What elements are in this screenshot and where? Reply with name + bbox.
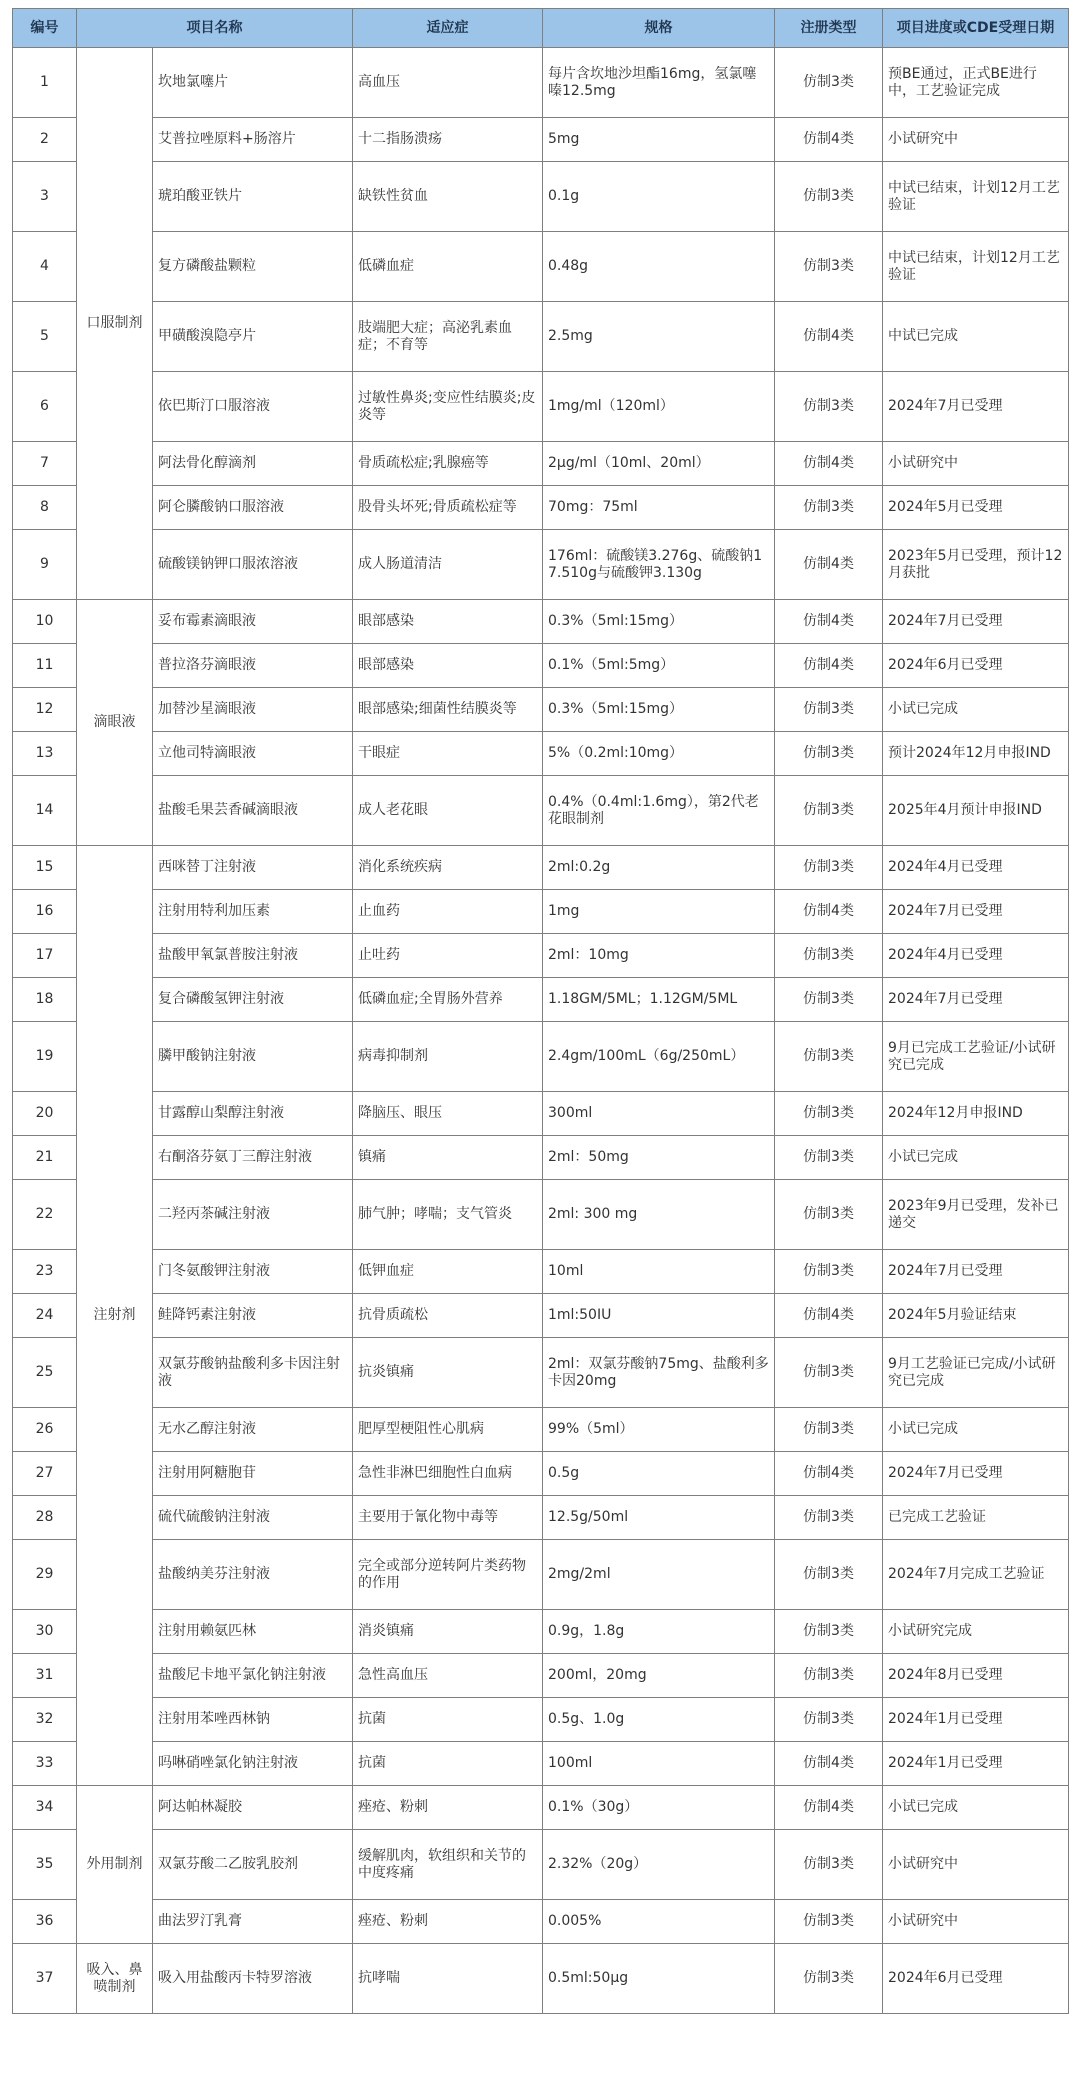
row-number: 14 — [13, 776, 77, 846]
specification: 0.3%（5ml:15mg） — [543, 600, 775, 644]
indication: 抗炎镇痛 — [353, 1338, 543, 1408]
indication: 消化系统疾病 — [353, 846, 543, 890]
progress: 2024年7月已受理 — [883, 1452, 1069, 1496]
project-name: 无水乙醇注射液 — [153, 1408, 353, 1452]
specification: 200ml，20mg — [543, 1654, 775, 1698]
indication: 股骨头坏死;骨质疏松症等 — [353, 486, 543, 530]
row-number: 20 — [13, 1092, 77, 1136]
row-number: 17 — [13, 934, 77, 978]
indication: 主要用于氰化物中毒等 — [353, 1496, 543, 1540]
project-name: 门冬氨酸钾注射液 — [153, 1250, 353, 1294]
category-cell: 口服制剂 — [77, 48, 153, 600]
project-name: 吸入用盐酸丙卡特罗溶液 — [153, 1944, 353, 2014]
row-number: 33 — [13, 1742, 77, 1786]
project-name: 鲑降钙素注射液 — [153, 1294, 353, 1338]
project-name: 盐酸毛果芸香碱滴眼液 — [153, 776, 353, 846]
row-number: 10 — [13, 600, 77, 644]
specification: 2ml：10mg — [543, 934, 775, 978]
progress: 2023年9月已受理，发补已递交 — [883, 1180, 1069, 1250]
registration-type: 仿制3类 — [775, 1136, 883, 1180]
registration-type: 仿制4类 — [775, 1742, 883, 1786]
project-name: 琥珀酸亚铁片 — [153, 162, 353, 232]
row-number: 11 — [13, 644, 77, 688]
table-row — [13, 1452, 1069, 1496]
row-number: 16 — [13, 890, 77, 934]
registration-type: 仿制4类 — [775, 442, 883, 486]
category-cell: 注射剂 — [77, 846, 153, 1786]
specification: 0.1%（30g） — [543, 1786, 775, 1830]
project-name: 甲磺酸溴隐亭片 — [153, 302, 353, 372]
specification: 1.18GM/5ML；1.12GM/5ML — [543, 978, 775, 1022]
indication: 抗哮喘 — [353, 1944, 543, 2014]
project-name: 右酮洛芬氨丁三醇注射液 — [153, 1136, 353, 1180]
table-row — [13, 890, 1069, 934]
row-number: 30 — [13, 1610, 77, 1654]
progress: 小试已完成 — [883, 688, 1069, 732]
progress: 小试研究中 — [883, 1900, 1069, 1944]
row-number: 34 — [13, 1786, 77, 1830]
registration-type: 仿制3类 — [775, 1408, 883, 1452]
table-row — [13, 372, 1069, 442]
specification: 176ml：硫酸镁3.276g、硫酸钠17.510g与硫酸钾3.130g — [543, 530, 775, 600]
progress: 9月已完成工艺验证/小试研究已完成 — [883, 1022, 1069, 1092]
project-name: 依巴斯汀口服溶液 — [153, 372, 353, 442]
registration-type: 仿制3类 — [775, 48, 883, 118]
specification: 1mg/ml（120ml） — [543, 372, 775, 442]
indication: 成人老花眼 — [353, 776, 543, 846]
indication: 痤疮、粉刺 — [353, 1900, 543, 1944]
table-row — [13, 644, 1069, 688]
progress: 2024年7月已受理 — [883, 372, 1069, 442]
specification: 2ml：50mg — [543, 1136, 775, 1180]
specification: 0.4%（0.4ml:1.6mg），第2代老花眼制剂 — [543, 776, 775, 846]
progress: 已完成工艺验证 — [883, 1496, 1069, 1540]
indication: 病毒抑制剂 — [353, 1022, 543, 1092]
row-number: 15 — [13, 846, 77, 890]
registration-type: 仿制3类 — [775, 1698, 883, 1742]
progress: 2024年7月已受理 — [883, 978, 1069, 1022]
row-number: 29 — [13, 1540, 77, 1610]
table-body — [13, 48, 1069, 2014]
progress: 2024年4月已受理 — [883, 934, 1069, 978]
indication: 十二指肠溃疡 — [353, 118, 543, 162]
table-row — [13, 530, 1069, 600]
table-row — [13, 48, 1069, 118]
progress: 2024年4月已受理 — [883, 846, 1069, 890]
specification: 5mg — [543, 118, 775, 162]
progress: 小试研究中 — [883, 1830, 1069, 1900]
specification: 0.005% — [543, 1900, 775, 1944]
registration-type: 仿制3类 — [775, 1092, 883, 1136]
progress: 2024年12月申报IND — [883, 1092, 1069, 1136]
specification: 12.5g/50ml — [543, 1496, 775, 1540]
specification: 10ml — [543, 1250, 775, 1294]
specification: 2.32%（20g） — [543, 1830, 775, 1900]
progress: 2024年7月已受理 — [883, 600, 1069, 644]
row-number: 26 — [13, 1408, 77, 1452]
header-project-name: 项目名称 — [77, 9, 353, 48]
registration-type: 仿制3类 — [775, 978, 883, 1022]
project-name: 注射用苯唑西林钠 — [153, 1698, 353, 1742]
indication: 肺气肿；哮喘；支气管炎 — [353, 1180, 543, 1250]
registration-type: 仿制3类 — [775, 1900, 883, 1944]
table-row — [13, 1136, 1069, 1180]
registration-type: 仿制3类 — [775, 846, 883, 890]
row-number: 18 — [13, 978, 77, 1022]
indication: 低磷血症;全胃肠外营养 — [353, 978, 543, 1022]
specification: 2ml：双氯芬酸钠75mg、盐酸利多卡因20mg — [543, 1338, 775, 1408]
pipeline-table — [12, 8, 1069, 2014]
specification: 0.1g — [543, 162, 775, 232]
project-name: 注射用特利加压素 — [153, 890, 353, 934]
indication: 抗菌 — [353, 1742, 543, 1786]
registration-type: 仿制3类 — [775, 1180, 883, 1250]
specification: 99%（5ml） — [543, 1408, 775, 1452]
registration-type: 仿制3类 — [775, 486, 883, 530]
project-name: 盐酸甲氧氯普胺注射液 — [153, 934, 353, 978]
table-row — [13, 1830, 1069, 1900]
indication: 肢端肥大症；高泌乳素血症；不育等 — [353, 302, 543, 372]
table-row — [13, 302, 1069, 372]
table-row — [13, 934, 1069, 978]
row-number: 9 — [13, 530, 77, 600]
progress: 小试已完成 — [883, 1408, 1069, 1452]
specification: 2mg/2ml — [543, 1540, 775, 1610]
registration-type: 仿制4类 — [775, 1452, 883, 1496]
header-indication: 适应症 — [353, 9, 543, 48]
registration-type: 仿制4类 — [775, 644, 883, 688]
table-row — [13, 1294, 1069, 1338]
table-row — [13, 1540, 1069, 1610]
project-name: 立他司特滴眼液 — [153, 732, 353, 776]
table-row — [13, 978, 1069, 1022]
project-name: 注射用赖氨匹林 — [153, 1610, 353, 1654]
indication: 痤疮、粉刺 — [353, 1786, 543, 1830]
progress: 2025年4月预计申报IND — [883, 776, 1069, 846]
row-number: 4 — [13, 232, 77, 302]
progress: 小试已完成 — [883, 1786, 1069, 1830]
specification: 0.5g、1.0g — [543, 1698, 775, 1742]
indication: 止吐药 — [353, 934, 543, 978]
header-spec: 规格 — [543, 9, 775, 48]
table-row — [13, 1698, 1069, 1742]
indication: 镇痛 — [353, 1136, 543, 1180]
indication: 成人肠道清洁 — [353, 530, 543, 600]
project-name: 坎地氯噻片 — [153, 48, 353, 118]
row-number: 21 — [13, 1136, 77, 1180]
indication: 眼部感染 — [353, 644, 543, 688]
specification: 0.48g — [543, 232, 775, 302]
category-cell: 吸入、鼻喷制剂 — [77, 1944, 153, 2014]
registration-type: 仿制3类 — [775, 776, 883, 846]
category-cell: 滴眼液 — [77, 600, 153, 846]
table-row — [13, 1092, 1069, 1136]
row-number: 7 — [13, 442, 77, 486]
project-name: 复方磷酸盐颗粒 — [153, 232, 353, 302]
registration-type: 仿制3类 — [775, 732, 883, 776]
progress: 预BE通过，正式BE进行中，工艺验证完成 — [883, 48, 1069, 118]
table-row — [13, 486, 1069, 530]
specification: 2ml:0.2g — [543, 846, 775, 890]
row-number: 36 — [13, 1900, 77, 1944]
row-number: 22 — [13, 1180, 77, 1250]
row-number: 37 — [13, 1944, 77, 2014]
table-row — [13, 1496, 1069, 1540]
row-number: 1 — [13, 48, 77, 118]
project-name: 曲法罗汀乳膏 — [153, 1900, 353, 1944]
specification: 100ml — [543, 1742, 775, 1786]
progress: 中试已结束，计划12月工艺验证 — [883, 232, 1069, 302]
row-number: 5 — [13, 302, 77, 372]
table-row — [13, 442, 1069, 486]
indication: 缓解肌肉，软组织和关节的中度疼痛 — [353, 1830, 543, 1900]
indication: 眼部感染;细菌性结膜炎等 — [353, 688, 543, 732]
registration-type: 仿制3类 — [775, 1654, 883, 1698]
specification: 0.5ml:50μg — [543, 1944, 775, 2014]
table-row — [13, 688, 1069, 732]
project-name: 艾普拉唑原料+肠溶片 — [153, 118, 353, 162]
registration-type: 仿制3类 — [775, 1540, 883, 1610]
indication: 降脑压、眼压 — [353, 1092, 543, 1136]
specification: 0.3%（5ml:15mg） — [543, 688, 775, 732]
progress: 2023年5月已受理，预计12月获批 — [883, 530, 1069, 600]
progress: 2024年1月已受理 — [883, 1742, 1069, 1786]
specification: 0.9g，1.8g — [543, 1610, 775, 1654]
progress: 小试研究中 — [883, 442, 1069, 486]
table-row — [13, 162, 1069, 232]
specification: 0.5g — [543, 1452, 775, 1496]
specification: 70mg：75ml — [543, 486, 775, 530]
project-name: 盐酸纳美芬注射液 — [153, 1540, 353, 1610]
specification: 每片含坎地沙坦酯16mg，氢氯噻嗪12.5mg — [543, 48, 775, 118]
table-row — [13, 232, 1069, 302]
table-row — [13, 846, 1069, 890]
specification: 5%（0.2ml:10mg） — [543, 732, 775, 776]
category-cell: 外用制剂 — [77, 1786, 153, 1944]
table-row — [13, 1742, 1069, 1786]
indication: 急性非淋巴细胞性白血病 — [353, 1452, 543, 1496]
indication: 抗骨质疏松 — [353, 1294, 543, 1338]
project-name: 阿仑膦酸钠口服溶液 — [153, 486, 353, 530]
specification: 1mg — [543, 890, 775, 934]
indication: 眼部感染 — [353, 600, 543, 644]
table-row — [13, 1610, 1069, 1654]
progress: 中试已结束，计划12月工艺验证 — [883, 162, 1069, 232]
row-number: 8 — [13, 486, 77, 530]
row-number: 27 — [13, 1452, 77, 1496]
progress: 2024年7月已受理 — [883, 890, 1069, 934]
specification: 2ml: 300 mg — [543, 1180, 775, 1250]
registration-type: 仿制3类 — [775, 162, 883, 232]
project-name: 加替沙星滴眼液 — [153, 688, 353, 732]
project-name: 盐酸尼卡地平氯化钠注射液 — [153, 1654, 353, 1698]
registration-type: 仿制3类 — [775, 1496, 883, 1540]
progress: 小试已完成 — [883, 1136, 1069, 1180]
indication: 过敏性鼻炎;变应性结膜炎;皮炎等 — [353, 372, 543, 442]
progress: 2024年5月验证结束 — [883, 1294, 1069, 1338]
row-number: 28 — [13, 1496, 77, 1540]
indication: 抗菌 — [353, 1698, 543, 1742]
registration-type: 仿制4类 — [775, 118, 883, 162]
registration-type: 仿制4类 — [775, 1786, 883, 1830]
registration-type: 仿制4类 — [775, 890, 883, 934]
indication: 低磷血症 — [353, 232, 543, 302]
table-row — [13, 1180, 1069, 1250]
registration-type: 仿制3类 — [775, 232, 883, 302]
row-number: 13 — [13, 732, 77, 776]
progress: 预计2024年12月申报IND — [883, 732, 1069, 776]
indication: 低钾血症 — [353, 1250, 543, 1294]
progress: 小试研究中 — [883, 118, 1069, 162]
table-row — [13, 1250, 1069, 1294]
table-row — [13, 1900, 1069, 1944]
specification: 2.5mg — [543, 302, 775, 372]
indication: 缺铁性贫血 — [353, 162, 543, 232]
progress: 2024年7月已受理 — [883, 1250, 1069, 1294]
project-name: 阿达帕林凝胶 — [153, 1786, 353, 1830]
table-row — [13, 1944, 1069, 2014]
project-name: 硫代硫酸钠注射液 — [153, 1496, 353, 1540]
progress: 2024年7月完成工艺验证 — [883, 1540, 1069, 1610]
row-number: 35 — [13, 1830, 77, 1900]
table-row — [13, 732, 1069, 776]
header-row — [13, 9, 1069, 48]
registration-type: 仿制3类 — [775, 1944, 883, 2014]
project-name: 双氯芬酸二乙胺乳胶剂 — [153, 1830, 353, 1900]
progress: 2024年5月已受理 — [883, 486, 1069, 530]
indication: 急性高血压 — [353, 1654, 543, 1698]
registration-type: 仿制3类 — [775, 688, 883, 732]
header-progress: 项目进度或CDE受理日期 — [883, 9, 1069, 48]
row-number: 32 — [13, 1698, 77, 1742]
indication: 完全或部分逆转阿片类药物的作用 — [353, 1540, 543, 1610]
registration-type: 仿制3类 — [775, 1338, 883, 1408]
header-registration-type: 注册类型 — [775, 9, 883, 48]
registration-type: 仿制4类 — [775, 302, 883, 372]
table-row — [13, 118, 1069, 162]
row-number: 31 — [13, 1654, 77, 1698]
specification: 1ml:50IU — [543, 1294, 775, 1338]
row-number: 23 — [13, 1250, 77, 1294]
project-name: 妥布霉素滴眼液 — [153, 600, 353, 644]
indication: 消炎镇痛 — [353, 1610, 543, 1654]
progress: 2024年8月已受理 — [883, 1654, 1069, 1698]
project-name: 注射用阿糖胞苷 — [153, 1452, 353, 1496]
progress: 小试研究完成 — [883, 1610, 1069, 1654]
project-name: 双氯芬酸钠盐酸利多卡因注射液 — [153, 1338, 353, 1408]
project-name: 西咪替丁注射液 — [153, 846, 353, 890]
registration-type: 仿制4类 — [775, 600, 883, 644]
project-name: 阿法骨化醇滴剂 — [153, 442, 353, 486]
row-number: 2 — [13, 118, 77, 162]
registration-type: 仿制4类 — [775, 530, 883, 600]
registration-type: 仿制4类 — [775, 1294, 883, 1338]
table-row — [13, 1338, 1069, 1408]
table-row — [13, 1654, 1069, 1698]
registration-type: 仿制3类 — [775, 372, 883, 442]
registration-type: 仿制3类 — [775, 934, 883, 978]
table-row — [13, 600, 1069, 644]
project-name: 膦甲酸钠注射液 — [153, 1022, 353, 1092]
registration-type: 仿制3类 — [775, 1022, 883, 1092]
project-name: 复合磷酸氢钾注射液 — [153, 978, 353, 1022]
progress: 2024年6月已受理 — [883, 644, 1069, 688]
indication: 高血压 — [353, 48, 543, 118]
project-name: 普拉洛芬滴眼液 — [153, 644, 353, 688]
registration-type: 仿制3类 — [775, 1610, 883, 1654]
table-row — [13, 776, 1069, 846]
specification: 0.1%（5ml:5mg） — [543, 644, 775, 688]
header-no: 编号 — [13, 9, 77, 48]
specification: 300ml — [543, 1092, 775, 1136]
specification: 2μg/ml（10ml、20ml） — [543, 442, 775, 486]
pipeline-table-container — [12, 8, 1069, 2014]
row-number: 24 — [13, 1294, 77, 1338]
row-number: 3 — [13, 162, 77, 232]
project-name: 二羟丙茶碱注射液 — [153, 1180, 353, 1250]
project-name: 甘露醇山梨醇注射液 — [153, 1092, 353, 1136]
progress: 2024年6月已受理 — [883, 1944, 1069, 2014]
indication: 肥厚型梗阻性心肌病 — [353, 1408, 543, 1452]
project-name: 硫酸镁钠钾口服浓溶液 — [153, 530, 353, 600]
table-row — [13, 1408, 1069, 1452]
indication: 干眼症 — [353, 732, 543, 776]
specification: 2.4gm/100mL（6g/250mL） — [543, 1022, 775, 1092]
row-number: 12 — [13, 688, 77, 732]
row-number: 25 — [13, 1338, 77, 1408]
table-row — [13, 1786, 1069, 1830]
progress: 9月工艺验证已完成/小试研究已完成 — [883, 1338, 1069, 1408]
row-number: 6 — [13, 372, 77, 442]
indication: 骨质疏松症;乳腺癌等 — [353, 442, 543, 486]
progress: 中试已完成 — [883, 302, 1069, 372]
registration-type: 仿制3类 — [775, 1250, 883, 1294]
project-name: 吗啉硝唑氯化钠注射液 — [153, 1742, 353, 1786]
table-row — [13, 1022, 1069, 1092]
progress: 2024年1月已受理 — [883, 1698, 1069, 1742]
registration-type: 仿制3类 — [775, 1830, 883, 1900]
indication: 止血药 — [353, 890, 543, 934]
row-number: 19 — [13, 1022, 77, 1092]
